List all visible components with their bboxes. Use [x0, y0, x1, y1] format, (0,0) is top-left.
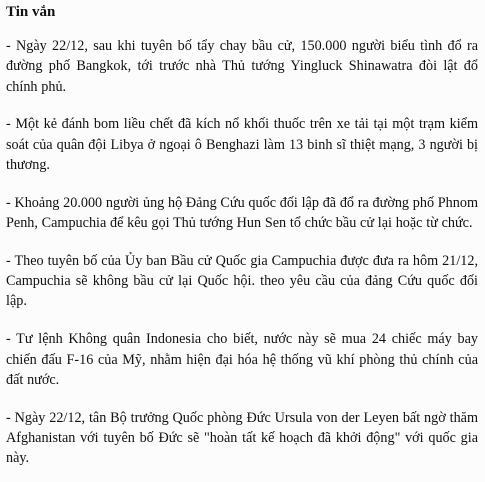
- page-title: Tin vắn: [6, 4, 56, 20]
- news-item: - Khoảng 20.000 người ủng hộ Đảng Cứu quốc đối lập đã đổ ra đường phố Phnom Penh, Campuchia để kêu gọi Thủ tướng Hun Sen tổ chức bầu cử lại hoặc từ chức.: [6, 194, 478, 232]
- news-item: - Ngày 22/12, sau khi tuyên bố tẩy chay bầu cử, 150.000 người biểu tình đổ ra đường phố Bangkok, tới trước nhà Thủ tướng Yingluck Shinawatra đòi lật đổ chính phủ.: [6, 38, 478, 95]
- news-item: - Ngày 22/12, tân Bộ trưởng Quốc phòng Đức Ursula von der Leyen bất ngờ thăm Afghanistan với tuyên bố Đức sẽ "hoàn tất kế hoạch đã khởi động" với quốc gia này.: [6, 409, 478, 467]
- news-item: - Một kẻ đánh bom liều chết đã kích nổ khối thuốc trên xe tải tại một trạm kiểm soát của quân đội Libya ở ngoại ô Benghazi làm 13 binh sĩ thiệt mạng, 3 người bị thương.: [6, 116, 478, 173]
- news-item: - Tư lệnh Không quân Indonesia cho biết, nước này sẽ mua 24 chiếc máy bay chiến đấu F-16 của Mỹ, nhằm hiện đại hóa hệ thống vũ khí phòng thủ chính của đất nước.: [6, 331, 478, 388]
- news-list: [6, 36, 478, 469]
- news-item: - Theo tuyên bố của Ủy ban Bầu cử Quốc gia Campuchia được đưa ra hôm 21/12, Campuchia sẽ không bầu cử lại Quốc hội. theo yêu cầu của đảng Cứu quốc đối lập.: [6, 252, 478, 310]
